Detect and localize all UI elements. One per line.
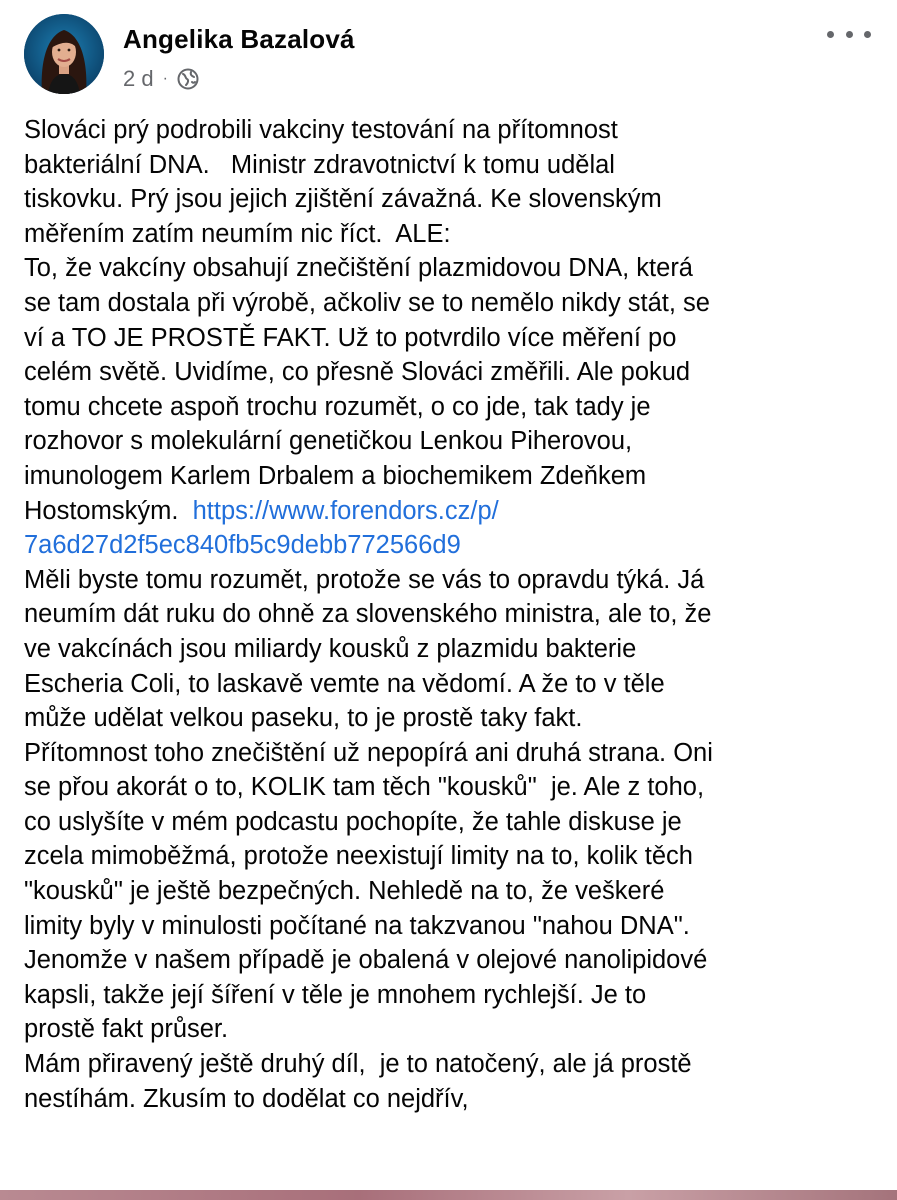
post-line: co uslyšíte v mém podcastu pochopíte, že tahle diskuse je [24, 807, 682, 836]
post-line: tiskovku. Prý jsou jejich zjištění závažná. Ke slovenským [24, 185, 662, 214]
post-line: Hostomským. [24, 496, 193, 525]
profile-photo [24, 14, 104, 94]
post-line: limity byly v minulosti počítané na takzvanou "nahou DNA". [24, 911, 690, 940]
post-line: měřením zatím neumím nic říct. ALE: [24, 219, 451, 248]
meta-separator: · [162, 70, 168, 87]
more-dot [864, 31, 871, 38]
post-line: se tam dostala při výrobě, ačkoliv se to nemělo nikdy stát, se [24, 288, 710, 317]
more-dot [846, 31, 853, 38]
post-line: může udělat velkou paseku, to je prostě taky fakt. [24, 704, 583, 733]
author-name[interactable]: Angelika Bazalová [123, 24, 355, 54]
next-content-strip [0, 1190, 897, 1200]
post-line: imunologem Karlem Drbalem a biochemikem Zdeňkem [24, 461, 647, 490]
post-line: Přítomnost toho znečištění už nepopírá ani druhá strana. Oni [24, 738, 713, 767]
more-dot [827, 31, 834, 38]
post-line: kapsli, takže její šíření v těle je mnohem rychlejší. Je to [24, 980, 647, 1009]
post-line: Escheria Coli, to laskavě vemte na vědomí. A že to v těle [24, 669, 665, 698]
post-timestamp[interactable]: 2 d [123, 66, 154, 91]
post-line: "kousků" je ještě bezpečných. Nehledě na to, že veškeré [24, 877, 665, 906]
post-line: zcela mimoběžmá, protože neexistují limity na to, kolik těch [24, 842, 693, 871]
post-line: rozhovor s molekulární genetičkou Lenkou Piherovou, [24, 427, 633, 456]
post-text [24, 113, 884, 1116]
post-meta [123, 66, 199, 92]
post-line: bakteriální DNA. Ministr zdravotnictví k tomu udělal [24, 150, 615, 179]
post-line: tomu chcete aspoň trochu rozumět, o co jde, tak tady je [24, 392, 651, 421]
post-line: se přou akorát o to, KOLIK tam těch "kousků" je. Ale z toho, [24, 773, 705, 802]
post-line: ve vakcínách jsou miliardy kousků z plazmidu bakterie [24, 634, 637, 663]
post-line: Měli byste tomu rozumět, protože se vás to opravdu týká. Já [24, 565, 705, 594]
post-line: neumím dát ruku do ohně za slovenského ministra, ale to, že [24, 600, 712, 629]
external-link-part2[interactable]: 7a6d27d2f5ec840fb5c9debb772566d9 [24, 531, 461, 560]
post-line: prostě fakt průser. [24, 1015, 229, 1044]
post-line: Slováci prý podrobili vakciny testování na přítomnost [24, 116, 618, 144]
post-line: nestíhám. Zkusím to dodělat co nejdřív, [24, 1084, 469, 1113]
globe-icon[interactable] [177, 68, 199, 90]
post-line: ví a TO JE PROSTĚ FAKT. Už to potvrdilo více měření po [24, 323, 677, 352]
post-line: Jenomže v našem případě je obalená v olejové nanolipidové [24, 946, 708, 975]
post-line: Mám přiravený ještě druhý díl, je to natočený, ale já prostě [24, 1050, 692, 1079]
avatar[interactable] [24, 14, 104, 94]
more-options-icon[interactable] [827, 22, 871, 46]
post-line: To, že vakcíny obsahují znečištění plazmidovou DNA, která [24, 254, 693, 283]
external-link-part1[interactable]: https://www.forendors.cz/p/ [192, 496, 499, 525]
post-line-with-link [24, 494, 884, 529]
post-line: celém světě. Uvidíme, co přesně Slováci změřili. Ale pokud [24, 358, 691, 387]
